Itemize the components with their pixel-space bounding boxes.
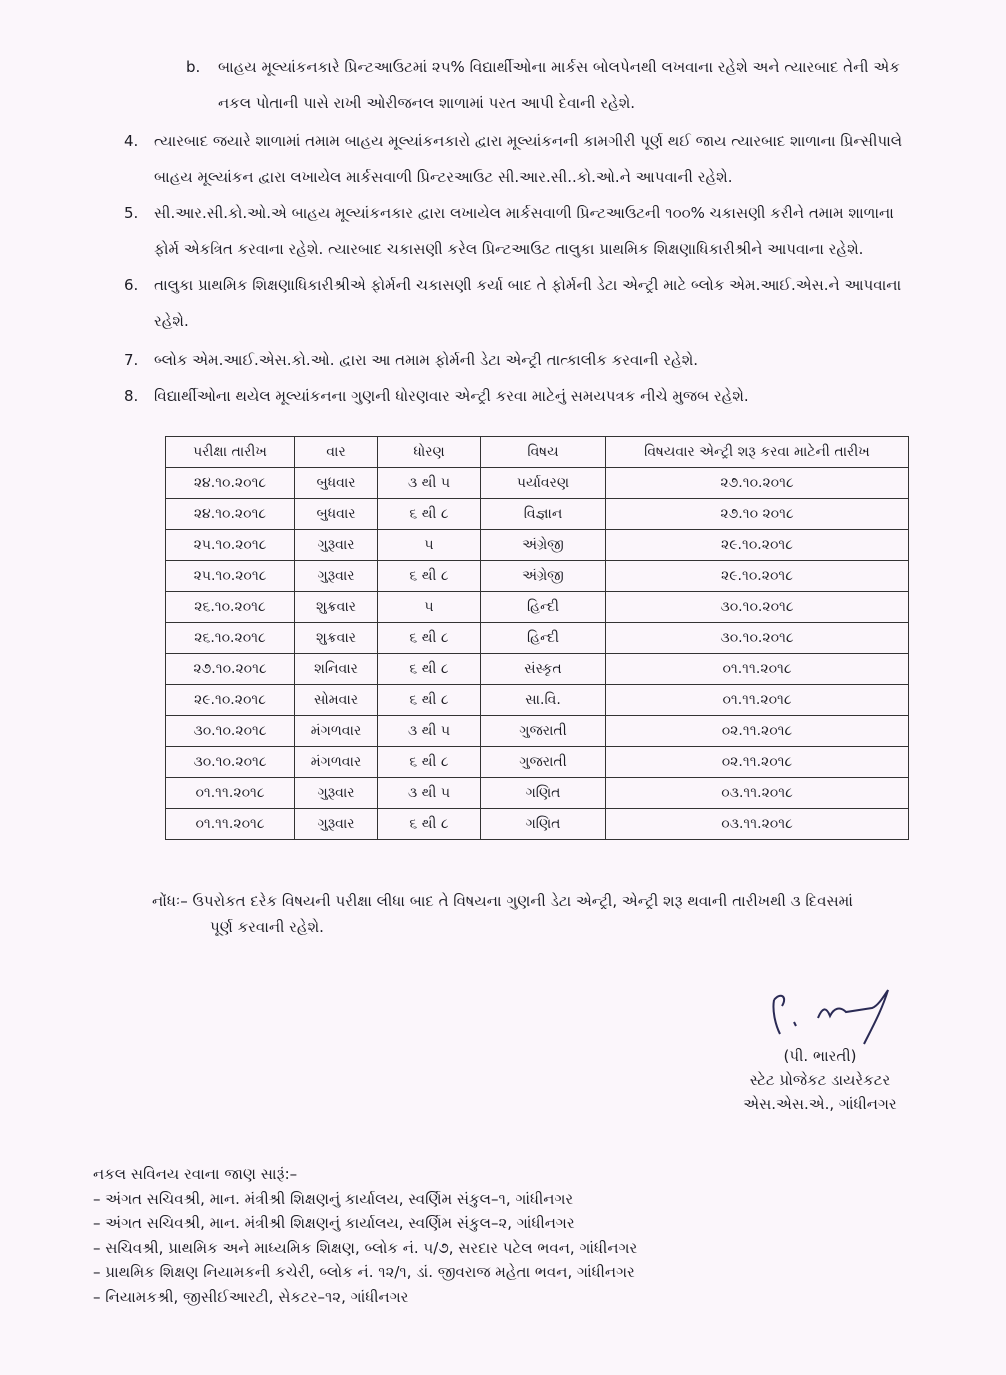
cell-standard: ૬ થી ૮ <box>378 623 481 654</box>
cell-exam-date: ૩૦.૧૦.૨૦૧૮ <box>166 716 295 747</box>
cell-entry-start-date: ૨૭.૧૦ ૨૦૧૮ <box>606 499 909 530</box>
cell-entry-start-date: ૨૯.૧૦.૨૦૧૮ <box>606 561 909 592</box>
schedule-table <box>165 436 909 840</box>
cell-exam-date: ૨૪.૧૦.૨૦૧૮ <box>166 468 295 499</box>
copy-recipient: – પ્રાથમિક શિક્ષણ નિયામકની કચેરી, બ્લોક નં. ૧૨/૧, ડાં. જીવરાજ મહેતા ભવન, ગાંધીનગર <box>93 1263 635 1281</box>
cell-standard: ૫ <box>378 530 481 561</box>
cell-subject: વિજ્ઞાન <box>481 499 606 530</box>
cell-exam-date: ૨૯.૧૦.૨૦૧૮ <box>166 685 295 716</box>
table-row <box>166 499 909 530</box>
cell-entry-start-date: ૦૨.૧૧.૨૦૧૮ <box>606 716 909 747</box>
cell-subject: સંસ્કૃત <box>481 654 606 685</box>
cell-exam-date: ૨૫.૧૦.૨૦૧૮ <box>166 561 295 592</box>
table-row <box>166 809 909 840</box>
table-row <box>166 778 909 809</box>
cell-day: સોમવાર <box>295 685 378 716</box>
cell-subject: અંગ્રેજી <box>481 561 606 592</box>
cell-day: ગુરૂવાર <box>295 809 378 840</box>
cell-subject: ગુજરાતી <box>481 747 606 778</box>
cell-day: શુક્રવાર <box>295 623 378 654</box>
copy-recipient: – નિયામકશ્રી, જીસીઈઆરટી, સેકટર–૧૨, ગાંધીનગર <box>93 1287 409 1306</box>
cell-day: બુધવાર <box>295 468 378 499</box>
copy-recipient: – સચિવશ્રી, પ્રાથમિક અને માધ્યમિક શિક્ષણ, બ્લોક નં. ૫/૭, સરદાર પટેલ ભવન, ગાંધીનગર <box>93 1238 638 1257</box>
copy-recipient: – અંગત સચિવશ્રી, માન. મંત્રીશ્રી શિક્ષણનું કાર્યાલય, સ્વર્ણિમ સંકુલ–૧, ગાંધીનગર <box>93 1189 574 1208</box>
copy-recipient: – અંગત સચિવશ્રી, માન. મંત્રીશ્રી શિક્ષણનું કાર્યાલય, સ્વર્ણિમ સંકુલ–૨, ગાંધીનગર <box>93 1214 575 1232</box>
copy-to-list <box>93 1162 637 1309</box>
cell-subject: હિન્દી <box>481 623 606 654</box>
table-row <box>166 654 909 685</box>
cell-day: મંગળવાર <box>295 747 378 778</box>
item-marker: 6. <box>124 276 139 294</box>
table-row <box>166 561 909 592</box>
table-row <box>166 468 909 499</box>
header-day: વાર <box>295 437 378 468</box>
cell-day: ગુરૂવાર <box>295 561 378 592</box>
cell-entry-start-date: ૦૩.૧૧.૨૦૧૮ <box>606 778 909 809</box>
cell-standard: ૬ થી ૮ <box>378 499 481 530</box>
signatory-designation: સ્ટેટ પ્રોજેકટ ડાયરેકટર <box>749 1071 891 1089</box>
cell-exam-date: ૦૧.૧૧.૨૦૧૮ <box>166 778 295 809</box>
item-text-line1: બ્લોક એમ.આઈ.એસ.કો.ઓ. દ્વારા આ તમામ ફોર્મની ડેટા એન્ટ્રી તાત્કાલીક કરવાની રહેશે. <box>154 351 699 369</box>
cell-subject: અંગ્રેજી <box>481 530 606 561</box>
table-row <box>166 530 909 561</box>
cell-subject: પર્યાવરણ <box>481 468 606 499</box>
table-body <box>166 468 909 840</box>
cell-exam-date: ૨૬.૧૦.૨૦૧૮ <box>166 592 295 623</box>
cell-day: શુક્રવાર <box>295 592 378 623</box>
cell-standard: ૬ થી ૮ <box>378 809 481 840</box>
cell-day: મંગળવાર <box>295 716 378 747</box>
cell-subject: હિન્દી <box>481 592 606 623</box>
item-text-line1: બાહય મૂલ્યાંકનકારે પ્રિન્ટઆઉટમાં ૨૫% વિદ્યાર્થીઓના માર્કસ બોલપેનથી લખવાના રહેશે અને ત્યારબાદ તેની એક <box>218 58 900 76</box>
table-row <box>166 685 909 716</box>
cell-entry-start-date: ૦૧.૧૧.૨૦૧૮ <box>606 654 909 685</box>
note-line2: પૂર્ણ કરવાની રહેશે. <box>210 918 324 936</box>
item-marker: 7. <box>124 351 139 369</box>
table-row <box>166 623 909 654</box>
cell-standard: ૩ થી ૫ <box>378 468 481 499</box>
note-line1: નોંધઃ– ઉપરોકત દરેક વિષયની પરીક્ષા લીધા બાદ તે વિષયના ગુણની ડેટા એન્ટ્રી, એન્ટ્રી શરૂ થવાની તારીખથી ૩ દિવસમાં <box>152 892 853 910</box>
cell-entry-start-date: ૨૯.૧૦.૨૦૧૮ <box>606 530 909 561</box>
cell-standard: ૬ થી ૮ <box>378 747 481 778</box>
item-marker: b. <box>186 58 201 76</box>
signatory-block <box>710 1044 930 1116</box>
item-marker: 4. <box>124 132 139 150</box>
cell-subject: ગણિત <box>481 809 606 840</box>
cell-exam-date: ૨૪.૧૦.૨૦૧૮ <box>166 499 295 530</box>
cell-exam-date: ૨૬.૧૦.૨૦૧૮ <box>166 623 295 654</box>
cell-day: ગુરૂવાર <box>295 530 378 561</box>
header-subject: વિષય <box>481 437 606 468</box>
cell-exam-date: ૩૦.૧૦.૨૦૧૮ <box>166 747 295 778</box>
item-text-line1: વિદ્યાર્થીઓના થયેલ મૂલ્યાંકનના ગુણની ધોરણવાર એન્ટ્રી કરવા માટેનું સમયપત્રક નીચે મુજબ રહેશે. <box>154 387 749 405</box>
table-header-row <box>166 437 909 468</box>
copy-heading: નકલ સવિનય રવાના જાણ સારૂં:– <box>93 1165 298 1183</box>
cell-entry-start-date: ૨૭.૧૦.૨૦૧૮ <box>606 468 909 499</box>
signatory-office: એસ.એસ.એ., ગાંધીનગર <box>743 1095 897 1113</box>
cell-subject: ગુજરાતી <box>481 716 606 747</box>
signature-mark <box>760 982 910 1052</box>
cell-subject: ગણિત <box>481 778 606 809</box>
cell-standard: ૬ થી ૮ <box>378 561 481 592</box>
cell-standard: ૩ થી ૫ <box>378 716 481 747</box>
cell-standard: ૬ થી ૮ <box>378 685 481 716</box>
item-text-line2: રહેશે. <box>154 312 189 330</box>
item-text-line1: તાલુકા પ્રાથમિક શિક્ષણાધિકારીશ્રીએ ફોર્મની ચકાસણી કર્યા બાદ તે ફોર્મની ડેટા એન્ટ્રી માટે બ્લોક એમ.આઈ.એસ.ને આપવાના <box>154 276 902 294</box>
cell-day: શનિવાર <box>295 654 378 685</box>
cell-subject: સા.વિ. <box>481 685 606 716</box>
cell-day: ગુરૂવાર <box>295 778 378 809</box>
cell-entry-start-date: ૩૦.૧૦.૨૦૧૮ <box>606 623 909 654</box>
header-entry-start-date: વિષયવાર એન્ટ્રી શરૂ કરવા માટેની તારીખ <box>606 437 909 468</box>
signatory-name: (પી. ભારતી) <box>783 1047 857 1065</box>
cell-entry-start-date: ૦૨.૧૧.૨૦૧૮ <box>606 747 909 778</box>
table-row <box>166 592 909 623</box>
item-marker: 5. <box>124 204 139 222</box>
item-text-line2: બાહય મૂલ્યાંકન દ્વારા લખાયેલ માર્કસવાળી પ્રિન્ટરઆઉટ સી.આર.સી..કો.ઓ.ને આપવાની રહેશે. <box>154 168 733 186</box>
cell-exam-date: ૨૫.૧૦.૨૦૧૮ <box>166 530 295 561</box>
header-standard: ધોરણ <box>378 437 481 468</box>
item-text-line2: ફોર્મ એકત્રિત કરવાના રહેશે. ત્યારબાદ ચકાસણી કરેલ પ્રિન્ટઆઉટ તાલુકા પ્રાથમિક શિક્ષણાધિકારીશ્રીને આપવાના રહેશે. <box>154 240 864 258</box>
cell-entry-start-date: ૦૩.૧૧.૨૦૧૮ <box>606 809 909 840</box>
cell-exam-date: ૦૧.૧૧.૨૦૧૮ <box>166 809 295 840</box>
cell-entry-start-date: ૦૧.૧૧.૨૦૧૮ <box>606 685 909 716</box>
item-text-line1: ત્યારબાદ જયારે શાળામાં તમામ બાહય મૂલ્યાંકનકારો દ્વારા મૂલ્યાંકનની કામગીરી પૂર્ણ થઈ જાય ત્યારબાદ શાળાના પ્રિન્સીપાલે <box>154 132 903 150</box>
cell-standard: ૬ થી ૮ <box>378 654 481 685</box>
header-exam-date: પરીક્ષા તારીખ <box>166 437 295 468</box>
table-row <box>166 747 909 778</box>
note <box>152 888 853 940</box>
cell-entry-start-date: ૩૦.૧૦.૨૦૧૮ <box>606 592 909 623</box>
item-text-line1: સી.આર.સી.કો.ઓ.એ બાહય મૂલ્યાંકનકાર દ્વારા લખાયેલ માર્કસવાળી પ્રિન્ટઆઉટની ૧૦૦% ચકાસણી કરીને તમામ શાળાના <box>154 204 894 222</box>
item-text-line2: નકલ પોતાની પાસે રાખી ઓરીજનલ શાળામાં પરત આપી દેવાની રહેશે. <box>218 94 636 112</box>
cell-day: બુધવાર <box>295 499 378 530</box>
cell-standard: ૫ <box>378 592 481 623</box>
cell-exam-date: ૨૭.૧૦.૨૦૧૮ <box>166 654 295 685</box>
cell-standard: ૩ થી ૫ <box>378 778 481 809</box>
item-marker: 8. <box>124 387 139 405</box>
table-row <box>166 716 909 747</box>
